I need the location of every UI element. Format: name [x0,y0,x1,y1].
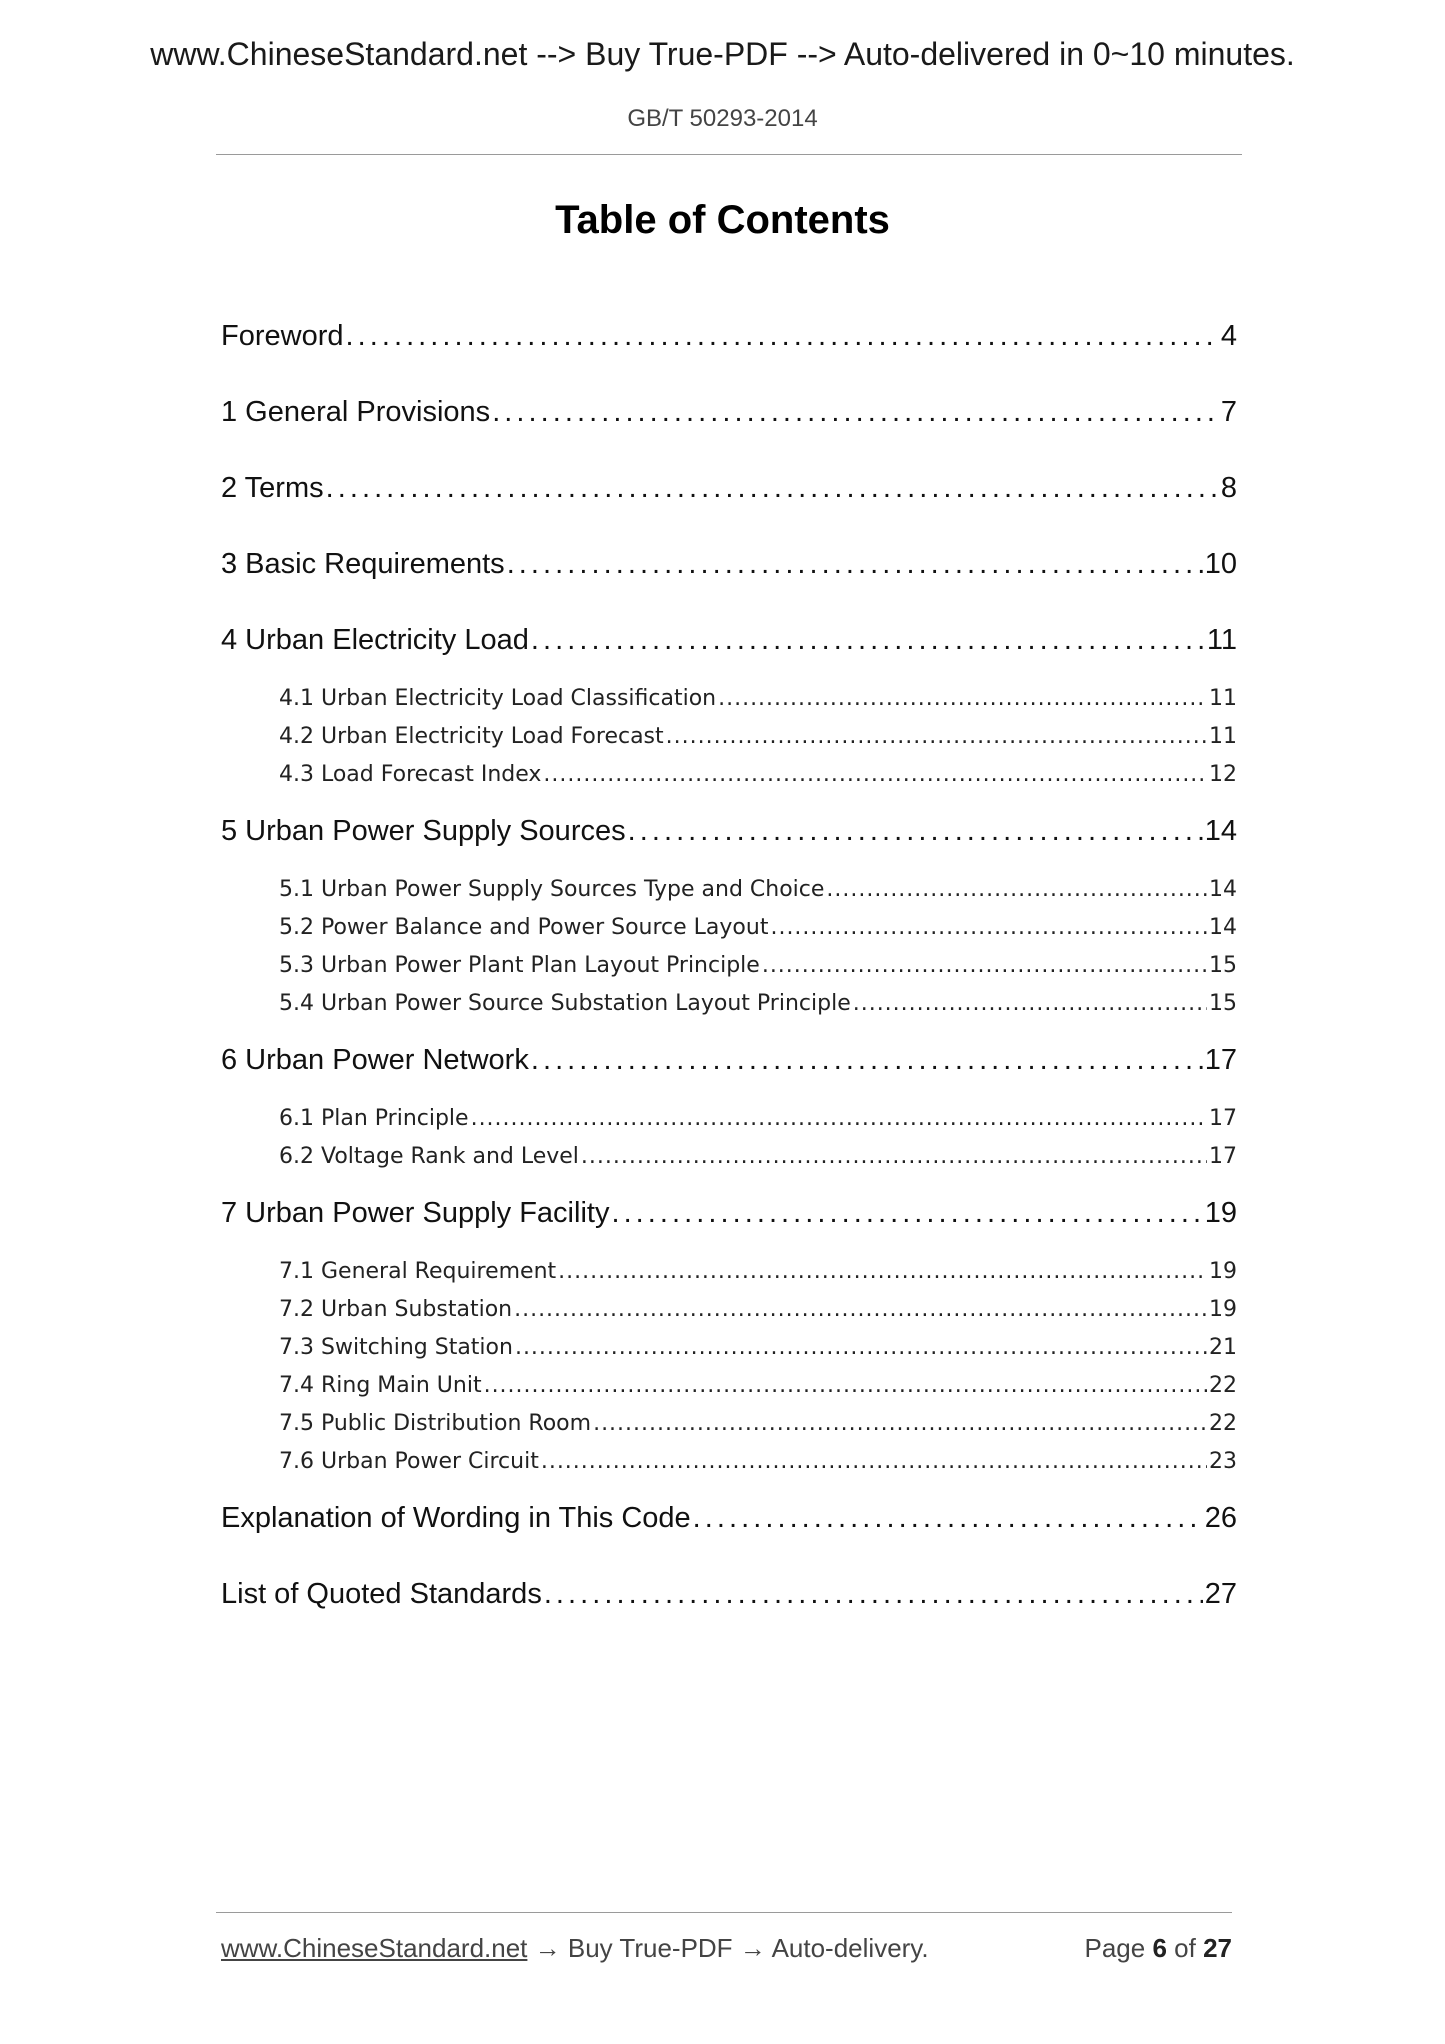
toc-entry-urban-power-supply-sources[interactable] [221,815,1237,848]
toc-subentry-4-1[interactable] [279,686,1237,711]
toc-entry-urban-power-network[interactable] [221,1044,1237,1077]
toc-entry-page: 19 [1209,1259,1237,1284]
footer-site-link[interactable]: www.ChineseStandard.net [221,1933,528,1963]
toc-dot-leader [544,1578,1203,1611]
toc-entry-page: 12 [1209,762,1237,787]
toc-entry-label: 7.3 Switching Station [279,1335,513,1360]
toc-entry-page: 14 [1204,815,1237,847]
footer-promo [221,1933,929,1964]
footer-page-word: Page [1084,1933,1146,1963]
toc-subentry-6-2[interactable] [279,1144,1237,1169]
toc-entry-page: 17 [1209,1106,1237,1131]
footer-page-number: 6 [1152,1933,1167,1963]
toc-dot-leader [484,1373,1207,1398]
toc-dot-leader [666,724,1207,749]
toc-entry-label: 5.3 Urban Power Plant Plan Layout Principle [279,953,760,978]
toc-entry-label: 3 Basic Requirements [221,548,505,580]
toc-entry-page: 19 [1204,1197,1237,1229]
toc-entry-label: 5.4 Urban Power Source Substation Layout Principle [279,991,851,1016]
toc-entry-label: 1 General Provisions [221,396,491,428]
toc-entry-general-provisions[interactable] [221,396,1237,429]
toc-entry-foreword[interactable] [221,320,1237,353]
toc-subentry-5-3[interactable] [279,953,1237,978]
toc-subentry-7-1[interactable] [279,1259,1237,1284]
footer [221,1933,1232,1964]
toc-dot-leader [541,1449,1207,1474]
toc-dot-leader [326,472,1219,505]
toc-subentry-5-1[interactable] [279,877,1237,902]
toc-entry-page: 11 [1206,624,1237,656]
toc-entry-page: 19 [1209,1297,1237,1322]
toc-subentry-4-2[interactable] [279,724,1237,749]
toc-entry-explanation-of-wording[interactable] [221,1502,1237,1535]
toc-entry-label: 6.1 Plan Principle [279,1106,469,1131]
toc-entry-label: Foreword [221,320,344,352]
toc-subentry-7-5[interactable] [279,1411,1237,1436]
toc-dot-leader [346,320,1219,353]
toc-subentry-6-1[interactable] [279,1106,1237,1131]
toc-dot-leader [515,1335,1207,1360]
toc-entry-label: 7.6 Urban Power Circuit [279,1449,539,1474]
toc-entry-label: 7.1 General Requirement [279,1259,557,1284]
toc-entry-page: 23 [1209,1449,1237,1474]
toc-entry-page: 7 [1220,396,1237,428]
toc-dot-leader [826,877,1207,902]
toc-dot-leader [531,1044,1203,1077]
toc-entry-page: 8 [1220,472,1237,504]
toc-subentry-7-4[interactable] [279,1373,1237,1398]
toc-dot-leader [693,1502,1203,1535]
toc-entry-label: 4.1 Urban Electricity Load Classification [279,686,717,711]
toc-entry-page: 21 [1209,1335,1237,1360]
toc-entry-page: 10 [1204,548,1237,580]
toc-dot-leader [628,815,1203,848]
toc-entry-page: 11 [1209,686,1237,711]
footer-delivery-text: → Buy True-PDF → Auto-delivery. [527,1933,929,1963]
standard-code: GB/T 50293-2014 [627,105,818,132]
toc-dot-leader [593,1411,1207,1436]
toc-subentry-5-2[interactable] [279,915,1237,940]
toc-dot-leader [492,396,1219,429]
toc-subentry-4-3[interactable] [279,762,1237,787]
toc-entry-page: 17 [1204,1044,1237,1076]
toc-entry-label: 7.4 Ring Main Unit [279,1373,482,1398]
toc-entry-page: 27 [1204,1578,1237,1610]
toc-subentry-7-3[interactable] [279,1335,1237,1360]
toc-entry-page: 17 [1209,1144,1237,1169]
toc-dot-leader [471,1106,1207,1131]
toc-entry-label: 5.1 Urban Power Supply Sources Type and Choice [279,877,825,902]
toc-entry-label: 2 Terms [221,472,324,504]
toc-entry-label: 6 Urban Power Network [221,1044,529,1076]
toc-entry-list-of-quoted-standards[interactable] [221,1578,1237,1611]
footer-of-word: of [1174,1933,1196,1963]
toc-entry-page: 15 [1209,953,1237,978]
toc-entry-label: 7 Urban Power Supply Facility [221,1197,610,1229]
toc-entry-page: 15 [1209,991,1237,1016]
toc-entry-page: 14 [1209,877,1237,902]
toc-entry-basic-requirements[interactable] [221,548,1237,581]
toc-subentry-7-2[interactable] [279,1297,1237,1322]
toc-entry-label: Explanation of Wording in This Code [221,1502,691,1534]
toc-dot-leader [762,953,1207,978]
toc-entry-urban-electricity-load[interactable] [221,624,1237,657]
toc-dot-leader [543,762,1207,787]
toc-entry-terms[interactable] [221,472,1237,505]
footer-page-indicator [1084,1933,1232,1964]
toc-entry-label: 6.2 Voltage Rank and Level [279,1144,579,1169]
toc-dot-leader [581,1144,1207,1169]
toc-dot-leader [853,991,1207,1016]
toc-dot-leader [507,548,1203,581]
toc-entry-page: 22 [1209,1411,1237,1436]
toc-entry-label: 4.3 Load Forecast Index [279,762,542,787]
toc-dot-leader [558,1259,1207,1284]
toc-dot-leader [718,686,1207,711]
toc-entry-page: 22 [1209,1373,1237,1398]
toc-entry-page: 14 [1209,915,1237,940]
toc-dot-leader [514,1297,1207,1322]
toc-entry-label: 4 Urban Electricity Load [221,624,529,656]
toc-dot-leader [770,915,1207,940]
toc-entry-label: List of Quoted Standards [221,1578,542,1610]
toc-entry-page: 4 [1220,320,1237,352]
top-banner: www.ChineseStandard.net --> Buy True-PDF --> Auto-delivered in 0~10 minutes. [150,36,1295,72]
toc-entry-label: 5.2 Power Balance and Power Source Layout [279,915,769,940]
toc-entry-label: 5 Urban Power Supply Sources [221,815,626,847]
toc-entry-urban-power-supply-facility[interactable] [221,1197,1237,1230]
toc-entry-label: 7.5 Public Distribution Room [279,1411,592,1436]
header-divider [216,154,1242,155]
toc-subentry-5-4[interactable] [279,991,1237,1016]
toc-entry-label: 4.2 Urban Electricity Load Forecast [279,724,664,749]
footer-total-pages: 27 [1203,1933,1232,1963]
toc-entry-page: 26 [1204,1502,1237,1534]
toc-entry-label: 7.2 Urban Substation [279,1297,513,1322]
toc-dot-leader [611,1197,1202,1230]
toc-entry-page: 11 [1209,724,1237,749]
toc-dot-leader [531,624,1205,657]
toc-title: Table of Contents [555,198,890,242]
toc-subentry-7-6[interactable] [279,1449,1237,1474]
footer-divider [216,1912,1232,1913]
